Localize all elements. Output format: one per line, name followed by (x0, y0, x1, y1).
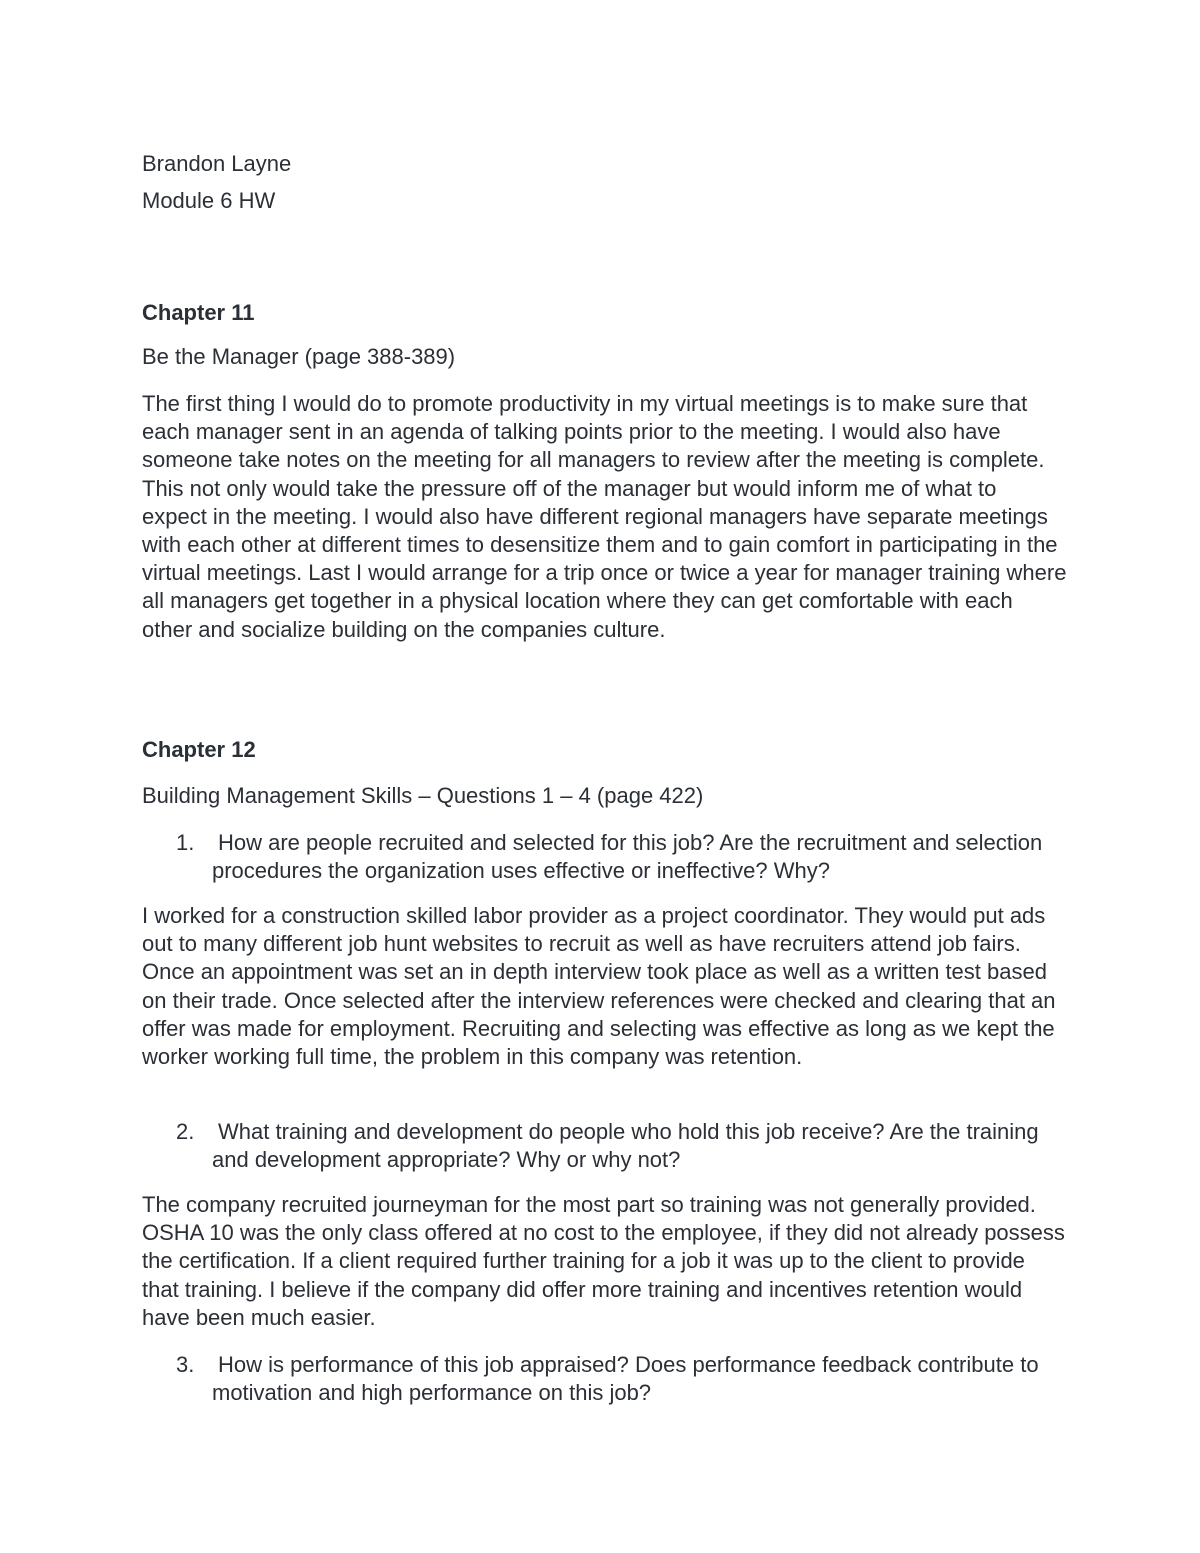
question-3-text: How is performance of this job appraised? Does performance feedback contribute to motivation and high performance on this job? (212, 1352, 1039, 1406)
question-1-text: How are people recruited and selected for this job? Are the recruitment and selection procedures the organization uses effective or ineffective? Why? (212, 830, 1043, 884)
answer-2: The company recruited journeyman for the most part so training was not generally provided. OSHA 10 was the only class offered at no cost to the employee, if they did not already possess the certification. If a client required further training for a job it was up to the client to provide that training. I believe if the company did offer more training and incentives retention would have been much easier. (142, 1192, 1065, 1330)
chapter-11-answer: The first thing I would do to promote productivity in my virtual meetings is to make sure that each manager sent in an agenda of talking points prior to the meeting. I would also have someone take notes on the meeting for all managers to review after the meeting is complete. This not only would take the pressure off of the manager but would inform me of what to expect in the meeting. I would also have different regional managers have separate meetings with each other at different times to desensitize them and to gain comfort in participating in the virtual meetings. Last I would arrange for a trip once or twice a year for manager training where all managers get together in a physical location where they can get comfortable with each other and socialize building on the companies culture. (142, 391, 1067, 642)
question-1-number: 1. (176, 830, 195, 855)
chapter-12-heading: Chapter 12 (142, 737, 256, 762)
chapter-11-subtitle: Be the Manager (page 388-389) (142, 344, 456, 369)
chapter-11-heading: Chapter 11 (142, 300, 255, 325)
assignment-title: Module 6 HW (142, 188, 276, 213)
question-3 (142, 1351, 1067, 1407)
answer-1: I worked for a construction skilled labor provider as a project coordinator. They would put ads out to many different job hunt websites to recruit as well as have recruiters attend job fairs. Once an appointment was set an in depth interview took place as well as a written test based on their trade. Once selected after the interview references were checked and clearing that an offer was made for employment. Recruiting and selecting was effective as long as we kept the worker working full time, the problem in this company was retention. (142, 903, 1056, 1070)
question-1 (142, 829, 1067, 885)
author-name: Brandon Layne (142, 151, 292, 176)
question-2-text: What training and development do people who hold this job receive? Are the training and development appropriate? Why or why not? (212, 1119, 1039, 1173)
chapter-12-subtitle: Building Management Skills – Questions 1 – 4 (page 422) (142, 783, 704, 808)
question-2-number: 2. (176, 1119, 195, 1144)
question-2 (142, 1118, 1067, 1174)
question-3-number: 3. (176, 1352, 195, 1377)
